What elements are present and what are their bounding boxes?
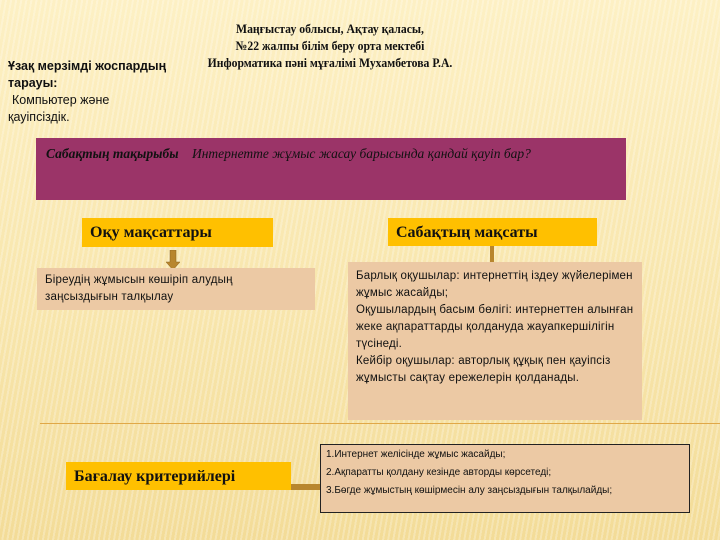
goal-line: Кейбір оқушылар: авторлық құқық пен қауіпсіз жұмысты сақтау ережелерін қолданады.: [356, 355, 611, 384]
long-term-plan-value: Компьютер және қауіпсіздік.: [8, 93, 110, 124]
school-header: [159, 20, 501, 71]
header-line: №22 жалпы білім беру орта мектебі: [235, 38, 425, 53]
criteria-item: 2.Ақпаратты қолдану кезінде авторды көрсетеді;: [326, 467, 552, 478]
topic-value: Интернетте жұмыс жасау барысында қандай қауіп бар?: [191, 146, 531, 161]
lesson-goal-text: [348, 262, 642, 420]
learning-objectives-heading: Оқу мақсаттары: [82, 218, 273, 247]
goal-line: Оқушылардың басым бөлігі: интернеттен алынған жеке ақпараттарды қолдануда жауапкершілігін түсінеді.: [356, 304, 634, 350]
topic-label: Сабақтың тақырыбы: [46, 146, 179, 161]
assessment-criteria-list: [320, 444, 690, 513]
lesson-topic-box: [36, 138, 626, 200]
header-line: Маңғыстау облысы, Ақтау қаласы,: [236, 21, 424, 36]
connector-line: [291, 484, 321, 490]
long-term-plan-label: Ұзақ мерзімді жоспардың тарауы:: [8, 59, 167, 90]
learning-objectives-text: Біреудің жұмысын көшіріп алудың заңсыздығын талқылау: [37, 268, 315, 310]
criteria-item: 3.Бөгде жұмыстың көшірмесін алу заңсыздығын талқылайды;: [326, 485, 613, 496]
arrow-down-icon: [166, 250, 180, 270]
criteria-item: 1.Интернет желісінде жұмыс жасайды;: [326, 449, 506, 460]
goal-line: Барлық оқушылар: интернеттің іздеу жүйелерімен жұмыс жасайды;: [356, 270, 633, 299]
connector-line: [490, 246, 494, 262]
assessment-heading: Бағалау критерийлері: [66, 462, 291, 490]
lesson-goal-heading: Сабақтың мақсаты: [388, 218, 597, 246]
divider: [40, 423, 720, 424]
long-term-plan: [8, 58, 168, 126]
header-line: Информатика пәні мұғалімі Мухамбетова Р.А.: [207, 55, 453, 70]
